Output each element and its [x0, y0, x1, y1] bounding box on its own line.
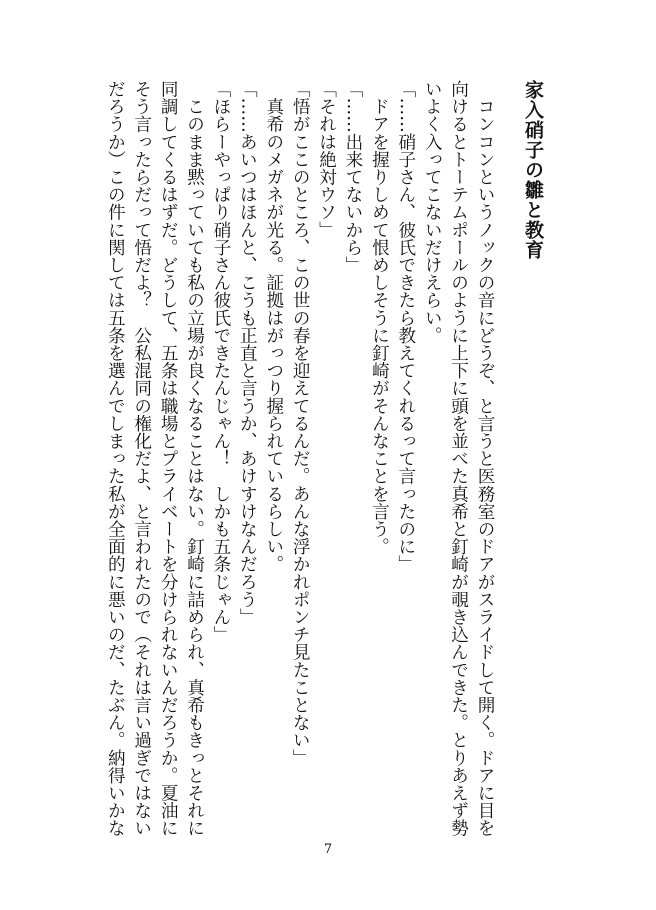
body-line: 「……硝子さん、彼氏できたら教えてくれるって言ったのに」 — [395, 80, 416, 573]
body-line: 「ほらーやっぱり硝子さん彼氏できたんじゃん！ しかも五条じゃん」 — [210, 80, 231, 644]
body-line: 「……出来てないから」 — [342, 80, 363, 274]
chapter-title: 家入硝子の雛と教育 — [522, 80, 544, 260]
body-line: 真希のメガネが光る。証拠はがっつり握られているらしい。 — [263, 80, 284, 573]
body-line: だろうか）この件に関しては五条を選んでしまった私が全面的に悪いのだ、たぶん。納得いかな — [105, 80, 126, 837]
body-line: このまま黙っていても私の立場が良くなることはない。釘崎に詰められ、真希もきっとそれに — [184, 80, 205, 837]
body-line: ドアを握りしめて恨めしそうに釘崎がそんなことを言う。 — [369, 80, 390, 556]
body-line: 向けるとトーテムポールのように上下に頭を並べた真希と釘崎が覗き込んできた。とりあえず勢 — [448, 80, 469, 837]
body-line: そう言ったらだって悟だよ？ 公私混同の権化だよ、と言われたので（それは言い過ぎではない — [131, 80, 152, 837]
body-line: 同調してくるはずだ。どうして、五条は職場とプライベートを分けられないんだろうか。夏油に — [158, 80, 179, 837]
page-number: 7 — [323, 842, 333, 857]
body-text — [102, 80, 498, 837]
body-line: 「悟がここのところ、この世の春を迎えてるんだ。あんな浮かれポンチ見たことない」 — [290, 80, 311, 767]
body-line: 「……あいつはほんと、こうも正直と言うか、あけすけなんだろう」 — [237, 80, 258, 626]
body-line: 「それは絶対ウソ」 — [316, 80, 337, 239]
body-line: いよく入ってこないだけえらい。 — [422, 80, 443, 344]
body-line: コンコンというノックの音にどうぞ、と言うと医務室のドアがスライドして開く。ドアに目を — [475, 80, 495, 837]
